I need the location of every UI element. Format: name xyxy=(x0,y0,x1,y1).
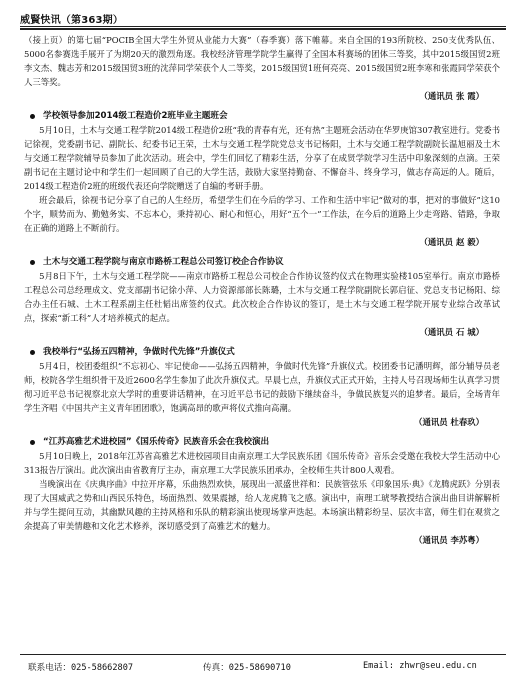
section-title xyxy=(24,435,500,449)
section-title xyxy=(24,109,500,123)
footer-fax: 传真：025-58690710 xyxy=(203,663,291,673)
section-byline: （通讯员 杜春玖） xyxy=(414,417,484,427)
section-paragraph: 5月10日晚上，2018年江苏省高雅艺术进校园项目由南京理工大学民族乐团《国乐传奇》音乐会受邀在我校大学生活动中心313报告厅演出。此次演出由省教育厅主办，南京理工大学民族乐团承办，全校师生共计800人观看。 xyxy=(24,451,500,475)
header-divider-thick xyxy=(20,28,506,30)
section-paragraph: 5月4日，校团委组织“不忘初心、牢记使命——弘扬五四精神，争做时代先锋”升旗仪式。校团委书记潘明辉，部分辅导员老师，校院各学生组织骨干及近2600名学生参加了此次升旗仪式。早晨七点，升旗仪式正式开始，主持人号召现场师生认真学习贯彻习近平总书记视察北京大学时的重要讲话精神，在习近平总书记的鼓励下继续奋斗，争做民族复兴的追梦者。最后，全场青年学生齐唱《中国共产主义青年团团歌》，饱满高昂的歌声将仪式推向高潮。 xyxy=(24,361,500,413)
intro-paragraph: （接上页）的第七届“POCIB全国大学生外贸从业能力大赛”（春季赛）落下帷幕。来自全国的193所院校、250支优秀队伍、5000名参赛选手展开了为期20天的激烈角逐。我校经济管理学院学生赢得了全国本科赛场的团体三等奖，其中2015级国贸2班李文杰、魏志芳和2015级国贸3班的沈萍同学荣获个人二等奖，2015级国贸1班何亮亮、2015级国贸2班李寒和张霞同学荣获个人三等奖。 xyxy=(24,35,500,87)
section-byline: （通讯员 李苏粤） xyxy=(414,535,484,545)
section-title-text: 我校举行“弘扬五四精神，争做时代先锋”升旗仪式 xyxy=(43,347,235,357)
section-title-text: 土木与交通工程学院与南京市路桥工程总公司签订校企合作协议 xyxy=(43,257,284,267)
footer-contact xyxy=(28,661,498,673)
footer-phone: 联系电话：025-58662807 xyxy=(28,663,134,673)
bullet-icon xyxy=(30,114,35,119)
section-paragraph: 当晚演出在《庆典序曲》中拉开序幕，乐曲热烈欢快，展现出一派盛世祥和：民族管弦乐《印象国乐·典》《龙腾虎跃》分别表现了大国威武之势和山西民乐特色，场面热烈、效果震撼，给人龙虎腾飞之感。演出中，南理工琥琴教授结合演出曲目讲解解析并与学生提问互动，其幽默风趣的主持风格和乐队的精彩演出使现场掌声迭起。本场演出精彩纷呈、层次丰富，师生们在观赏之余提高了审美情趣和文化艺术修养，深切感受到了高雅艺术的魅力。 xyxy=(24,479,500,531)
footer-email: Email: zhwr@seu.edu.cn xyxy=(363,661,477,671)
section-title-text: 学校领导参加2014级工程造价2班毕业主题班会 xyxy=(43,111,228,121)
bullet-icon xyxy=(30,440,35,445)
newsletter-content xyxy=(24,33,500,547)
section-title xyxy=(24,345,500,359)
news-section-cooperation-agreement xyxy=(24,255,500,339)
intro-byline: （通讯员 张 霞） xyxy=(419,91,484,101)
bullet-icon xyxy=(30,260,35,265)
footer-divider xyxy=(20,654,506,655)
bullet-icon xyxy=(30,350,35,355)
header-divider-thin xyxy=(20,26,506,27)
section-title xyxy=(24,255,500,269)
section-byline: （通讯员 赵 毅） xyxy=(419,237,484,247)
newsletter-header-title: 威賢快讯（第363期） xyxy=(20,15,124,26)
news-section-graduation-meeting xyxy=(24,109,500,249)
section-paragraph: 班会最后，徐视书记分享了自己的人生经历，希望学生们在今后的学习、工作和生活中牢记“做对的事，把对的事做好”这10个字，顺势而为、勤勉务实、不忘本心，秉持初心、耐心和恒心，用好“五个一”工作法，在今后的道路上少走弯路、错路，争取在正确的道路上不断前行。 xyxy=(24,195,500,233)
news-section-concert xyxy=(24,435,500,547)
section-paragraph: 5月10日，土木与交通工程学院2014级工程造价2班“我的青春有光，还有热”主题班会活动在华罗庚馆307教室进行。党委书记徐视，党委副书记、副院长、纪委书记王荣，土木与交通工程学院党总支书记杨阳，土木与交通工程学院副院长温旭丽及土木与交通工程学院辅导员参加了此次活动。班会中，学生们回忆了精彩生活，分享了在成贤学院学习生活中印象深刻的点滴。王荣副书记在主题讨论中和学生们一起回顾了自己的大学生活，鼓励大家坚持勤奋、不懈奋斗、终身学习，做志存高远的人。随后，2014级工程造价2班的班级代表还向学院赠送了自编的考研手册。 xyxy=(24,125,500,191)
section-paragraph: 5月8日下午，土木与交通工程学院——南京市路桥工程总公司校企合作协议签约仪式在物理实验楼105室举行。南京市路桥工程总公司总经理成文、党支部副书记徐小萍、人力资源部部长陈璐，土木与交通工程学院副院长郭启征、党总支书记杨阳、综合办主任石城、土木工程系副主任杜韬出席签约仪式。此次校企合作协议的签订，是土木与交通工程学院开展专业综合改革试点，探索“新工科”人才培养模式的起点。 xyxy=(24,271,500,323)
section-title-text: “江苏高雅艺术进校园”《国乐传奇》民族音乐会在我校演出 xyxy=(43,437,270,447)
section-byline: （通讯员 石 城） xyxy=(419,327,484,337)
news-section-flag-ceremony xyxy=(24,345,500,429)
